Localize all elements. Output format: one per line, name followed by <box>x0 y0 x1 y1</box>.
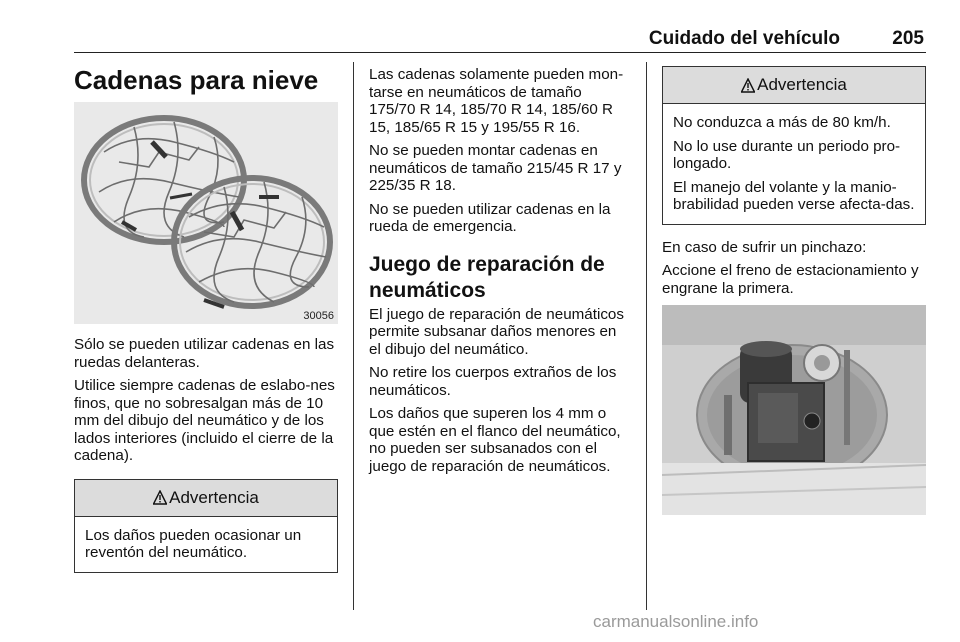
warning-body <box>663 104 925 224</box>
paragraph: En caso de sufrir un pinchazo: <box>662 238 867 256</box>
snow-chains-illustration <box>74 102 338 324</box>
warning-body <box>75 517 337 572</box>
warning-header <box>75 480 337 517</box>
warning-title: Advertencia <box>169 487 259 507</box>
page-header <box>74 26 926 53</box>
figure-number: 30056 <box>303 310 334 322</box>
tire-repair-kit-drawing <box>662 305 926 515</box>
warning-title: Advertencia <box>757 75 847 94</box>
warning-header <box>663 67 925 104</box>
column-2 <box>369 66 631 481</box>
heading-snow-chains: Cadenas para nieve <box>74 65 319 95</box>
warning-triangle-icon <box>741 78 755 93</box>
warning-box <box>74 479 338 573</box>
warning-box <box>662 66 926 225</box>
column-divider-1 <box>353 62 354 610</box>
snow-chains-drawing <box>74 102 338 324</box>
warning-line: No conduzca a más de 80 km/h. <box>673 114 891 131</box>
warning-line: El manejo del volante y la manio-brabilidad pueden verse afecta-das. <box>673 178 915 213</box>
section-title: Cuidado del vehículo <box>648 28 840 49</box>
paragraph: El juego de reparación de neumáticos permite subsanar daños menores en el dibujo del neumático. <box>369 305 624 358</box>
paragraph: Utilice siempre cadenas de eslabo-nes finos, que no sobresalgan más de 10 mm del dibujo del neumático y de los lados interiores (incluido el cierre de la cadena). <box>74 377 335 464</box>
paragraph: Accione el freno de estacionamiento y engrane la primera. <box>662 262 919 297</box>
watermark: carmanualsonline.info <box>593 612 759 631</box>
column-1 <box>74 62 338 573</box>
column-3 <box>662 66 926 515</box>
heading-tire-repair-kit: Juego de reparación de neumáticos <box>369 252 605 302</box>
paragraph: Sólo se pueden utilizar cadenas en las ruedas delanteras. <box>74 336 335 371</box>
warning-triangle-icon <box>153 490 167 505</box>
paragraph: No retire los cuerpos extraños de los neumáticos. <box>369 364 617 399</box>
paragraph: Las cadenas solamente pueden mon-tarse en neumáticos de tamaño 175/70 R 14, 185/70 R 14, 185/60 R 15, 185/65 R 15 y 195/55 R 16. <box>369 66 624 136</box>
warning-line: No lo use durante un periodo pro-longado. <box>673 137 901 172</box>
page-number: 205 <box>892 28 924 49</box>
tire-repair-kit-photo <box>662 305 926 515</box>
warning-text: Los daños pueden ocasionar un reventón del neumático. <box>85 526 302 561</box>
paragraph: Los daños que superen los 4 mm o que estén en el flanco del neumático, no pueden ser subsanados con el juego de reparación de neumáticos. <box>369 405 621 475</box>
column-divider-2 <box>646 62 647 610</box>
paragraph: No se pueden montar cadenas en neumáticos de tamaño 215/45 R 17 y 225/35 R 18. <box>369 142 622 194</box>
paragraph: No se pueden utilizar cadenas en la rueda de emergencia. <box>369 200 611 235</box>
